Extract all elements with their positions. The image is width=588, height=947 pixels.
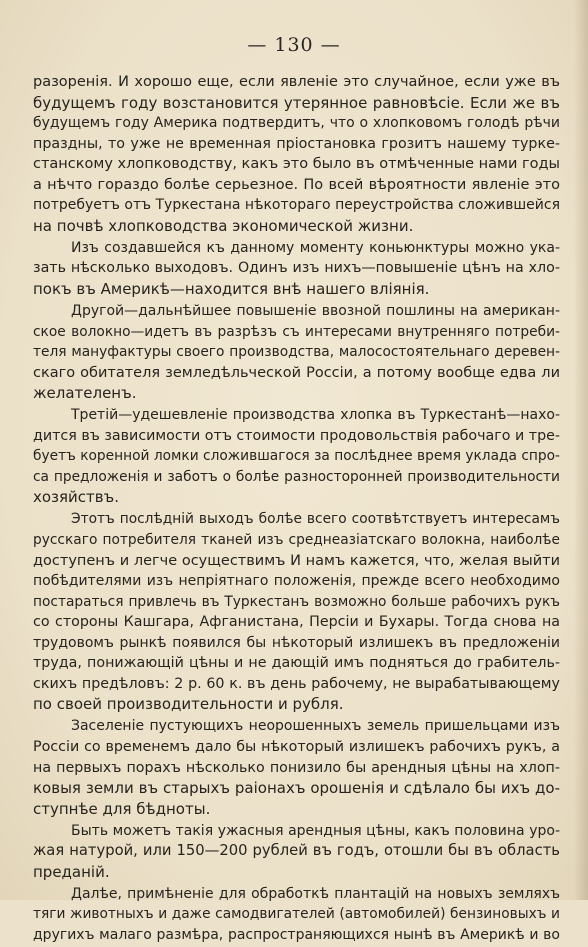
- text-line: а нѣчто гораздо болѣе серьезное. По всей вѣроятности явленіе это: [33, 176, 560, 193]
- text-line: Изъ создавшейся къ данному моменту коньюнктуры можно ука-: [71, 239, 560, 256]
- text-line: Третій—удешевленіе производства хлопка въ Туркестанѣ—нахо-: [71, 407, 560, 424]
- text-line: станскому хлопководству, какъ это было въ отмѣченные нами годы: [33, 156, 560, 173]
- paragraph: [33, 821, 560, 883]
- text-line: на почвѣ хлопководства экономической жизни.: [33, 216, 414, 235]
- body-text: [33, 72, 560, 947]
- text-line: разоренія. И хорошо еще, если явленіе это случайное, если уже въ: [33, 74, 560, 90]
- text-line: скаго обитателя земледѣльческой Россіи, а потому вообще едва ли: [33, 364, 560, 381]
- paragraph: [33, 716, 560, 819]
- text-line: по своей производительности и рубля.: [33, 695, 344, 714]
- paragraph: [33, 405, 560, 508]
- text-line: зать нѣсколько выходовъ. Одинъ изъ нихъ—повышеніе цѣнъ на хло-: [33, 260, 560, 277]
- paragraph: [33, 72, 560, 236]
- text-line: будущемъ году возстановится утерянное равновѣсіе. Если же въ: [33, 93, 560, 112]
- text-line: потребуетъ отъ Туркестана нѣкотораго переустройства сложившейся: [33, 197, 560, 214]
- text-line: Россіи со временемъ дало бы нѣкоторый излишекъ рабочихъ рукъ, а: [33, 739, 560, 755]
- text-line: ковыя земли въ старыхъ раіонахъ орошенія и сдѣлало бы ихъ до-: [33, 779, 560, 798]
- text-line: праздны, то уже не временная пріостановка грозитъ нашему турке-: [33, 135, 560, 152]
- page-number: — 130 —: [247, 34, 341, 56]
- page-edge-shadow: [574, 0, 588, 900]
- text-line: скихъ предѣловъ: 2 р. 60 к. въ день рабочему, не вырабатывающему: [33, 675, 560, 692]
- text-line: Этотъ послѣдній выходъ болѣе всего соотвѣтствуетъ интересамъ: [71, 511, 560, 528]
- paragraph: [33, 301, 560, 404]
- text-line: на первыхъ порахъ нѣсколько понизило бы арендныя цѣны на хлоп-: [33, 759, 560, 776]
- text-line: теля мануфактуры своего производства, малосостоятельнаго деревен-: [33, 344, 560, 361]
- text-line: буетъ коренной ломки сложившагося за послѣднее время уклада спро-: [33, 448, 560, 465]
- text-line: ское волокно—идетъ въ разрѣзъ съ интересами внутренняго потреби-: [33, 323, 560, 340]
- text-line: трудовомъ рынкѣ появился бы нѣкоторый излишекъ въ предложеніи: [33, 634, 560, 651]
- text-line: хозяйствъ.: [33, 488, 119, 507]
- paragraph: [33, 238, 560, 300]
- text-line: будущемъ году Америка подтвердитъ, что о хлопковомъ голодѣ рѣчи: [33, 115, 560, 132]
- text-line: тяги животныхъ и даже самодвигателей (автомобилей) бензиновыхъ и: [33, 906, 560, 923]
- text-line: Другой—дальнѣйшее повышеніе ввозной пошлины на американ-: [71, 303, 560, 320]
- text-line: жая натурой, или 150—200 рублей въ годъ, отошли бы въ область: [33, 842, 560, 860]
- text-line: труда, понижающій цѣны и не дающій имъ подняться до грабитель-: [33, 655, 560, 672]
- text-line: Быть можетъ такія ужасныя арендныя цѣны, какъ половина уро-: [71, 822, 560, 839]
- text-line: доступенъ и легче осуществимъ И намъ кажется, что, желая выйти: [33, 552, 560, 569]
- text-line: ступнѣе для бѣдноты.: [33, 799, 211, 818]
- text-line: со стороны Кашгара, Афганистана, Персіи и Бухары. Тогда снова на: [33, 614, 560, 631]
- paragraph: [33, 509, 560, 714]
- text-line: желателенъ.: [33, 384, 137, 403]
- text-line: покъ въ Америкѣ—находится внѣ нашего вліянія.: [33, 279, 430, 298]
- text-line: постараться привлечь въ Туркестанъ возможно больше рабочихъ рукъ: [33, 593, 560, 610]
- text-line: побѣдителями изъ непріятнаго положенія, прежде всего необходимо: [33, 573, 560, 590]
- text-line: Далѣе, примѣненіе для обработкѣ плантацій на новыхъ земляхъ: [71, 885, 560, 902]
- text-line: са предложенія и заботъ о болѣе разносторонней производительности: [33, 468, 560, 485]
- text-line: Заселеніе пустующихъ неорошенныхъ земель пришельцами изъ: [71, 718, 560, 735]
- text-line: преданій.: [33, 862, 110, 881]
- text-line: другихъ малаго размѣра, распространяющихся нынѣ въ Америкѣ и во: [33, 926, 560, 943]
- paragraph: [33, 884, 560, 946]
- text-line: русскаго потребителя тканей изъ среднеазіатскаго волокна, наиболѣе: [33, 532, 560, 549]
- text-line: дится въ зависимости отъ стоимости продовольствія рабочаго и тре-: [33, 427, 561, 444]
